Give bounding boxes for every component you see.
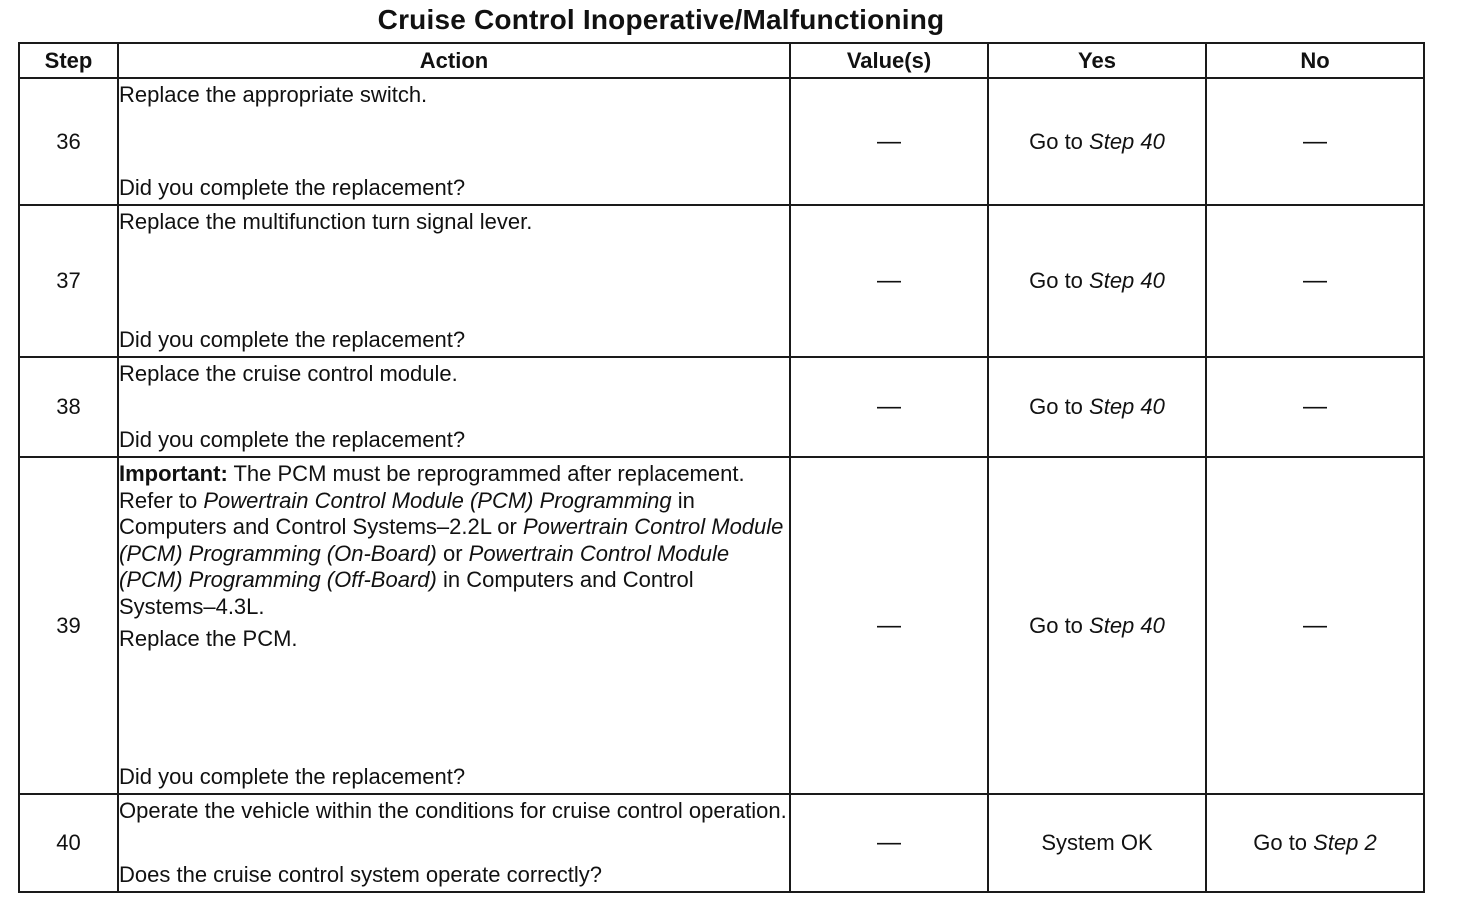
table-title: Cruise Control Inoperative/Malfunctioning [377,4,945,35]
no-cell [1206,794,1424,892]
important-text: in Computers and Control Systems–4.3L. [119,567,694,619]
value-cell: — [790,78,988,205]
action-instruction: Replace the multifunction turn signal lever. [119,209,533,234]
action-question: Did you complete the replacement? [119,326,466,352]
header-yes: Yes [988,43,1206,78]
action-question: Did you complete the replacement? [119,174,466,200]
yes-goto-step-link[interactable]: Step 40 [1089,268,1165,293]
step-number: 38 [19,357,118,457]
yes-cell [988,357,1206,457]
yes-goto-prefix: Go to [1029,268,1090,293]
yes-goto-step-link[interactable]: Step 40 [1089,128,1165,154]
action-cell [118,78,790,205]
action-cell [118,205,790,357]
yes-result: System OK [1041,830,1153,855]
no-cell: — [1206,205,1424,357]
important-text: The PCM must be reprogrammed after replacement. Refer to [119,461,745,513]
table-row [19,794,1424,892]
value-cell: — [790,457,988,794]
pcm-programming-onboard-reference[interactable]: Powertrain Control Module (PCM) Programming (On-Board) [119,514,784,566]
action-instruction: Replace the PCM. [119,626,298,651]
yes-cell [988,457,1206,794]
no-cell: — [1206,78,1424,205]
action-cell [118,357,790,457]
table-row [19,205,1424,357]
action-instruction: Replace the appropriate switch. [119,82,428,107]
yes-cell [988,78,1206,205]
yes-cell [988,794,1206,892]
header-values: Value(s) [790,43,988,78]
table-row [19,457,1424,794]
no-cell: — [1206,357,1424,457]
action-question: Does the cruise control system operate correctly? [119,861,602,887]
yes-goto-prefix: Go to [1029,128,1090,154]
pcm-programming-reference[interactable]: Powertrain Control Module (PCM) Programming [203,487,672,513]
important-label: Important: [119,461,228,486]
step-number: 36 [19,78,118,205]
table-row [19,78,1424,205]
action-instruction: Operate the vehicle within the conditions for cruise control operation. [119,798,787,823]
header-step: Step [19,43,118,78]
action-question: Did you complete the replacement? [119,763,466,789]
value-cell: — [790,205,988,357]
action-cell [118,794,790,892]
action-instruction: Replace the cruise control module. [119,361,458,386]
yes-goto-step-link[interactable]: Step 40 [1089,612,1165,638]
step-number: 37 [19,205,118,357]
no-goto-prefix: Go to [1253,830,1314,855]
no-goto-step-link[interactable]: Step 2 [1313,830,1377,855]
diagnostic-table [18,42,1425,893]
important-text: or [436,540,469,566]
important-note [119,461,789,620]
action-question: Did you complete the replacement? [119,426,466,452]
important-text: in Computers and Control Systems–2.2L or [119,487,695,539]
action-cell [118,457,790,794]
yes-goto-prefix: Go to [1029,394,1090,419]
pcm-programming-offboard-reference[interactable]: Powertrain Control Module (PCM) Programming (Off-Board) [119,540,730,592]
value-cell: — [790,794,988,892]
yes-cell [988,205,1206,357]
header-row [19,43,1424,78]
header-action: Action [118,43,790,78]
value-cell: — [790,357,988,457]
no-cell: — [1206,457,1424,794]
table-row [19,357,1424,457]
header-no: No [1206,43,1424,78]
yes-goto-step-link[interactable]: Step 40 [1089,394,1165,419]
yes-goto-prefix: Go to [1029,612,1090,638]
step-number: 39 [19,457,118,794]
step-number: 40 [19,794,118,892]
